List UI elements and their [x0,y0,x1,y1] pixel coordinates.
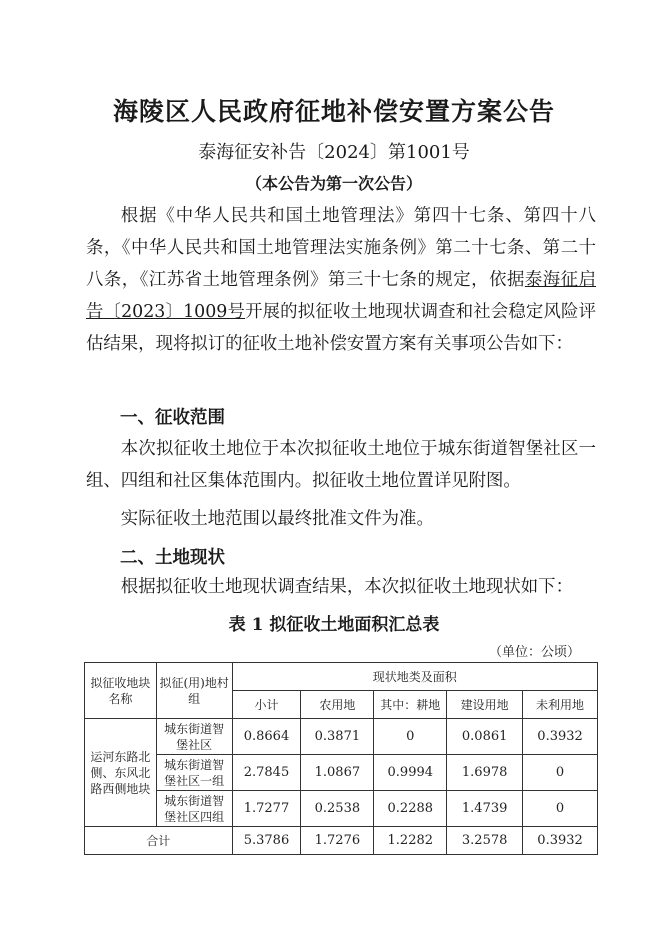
document-number: 泰海征安补告〔2024〕第1001号 [198,142,470,163]
value-cell: 0 [374,719,447,755]
village-cell: 城东街道智堡社区四组 [156,791,232,827]
section-2-paragraph-1: 根据拟征收土地现状调查结果，本次拟征收土地现状如下： [120,577,573,597]
value-cell: 0.8664 [232,719,301,755]
total-label: 合计 [85,827,233,855]
header-block-name: 拟征收地块名称 [85,663,157,719]
table-caption: 表 1 拟征收土地面积汇总表 [228,615,440,635]
value-cell: 1.6978 [447,755,523,791]
value-cell: 0.9994 [374,755,447,791]
value-cell: 1.7277 [232,791,301,827]
referenced-notice-link: 泰海征启告〔2023〕1009号 [86,270,596,322]
intro-text-2: 开展的拟征收土地现状调查和社会稳定风险评估结果，现将拟订的征收土地补偿安置方案有关事项公告如下： [86,302,596,354]
village-cell: 城东街道智堡社区 [156,719,232,755]
document-subtitle: （本公告为第一次公告） [245,174,422,193]
value-cell: 1.4739 [447,791,523,827]
subheader-cell: 农用地 [301,691,374,719]
table-header-row [85,663,598,691]
total-value-cell: 0.3932 [523,827,598,855]
total-value-cell: 3.2578 [447,827,523,855]
intro-paragraph [86,200,596,360]
land-area-table [84,662,598,855]
document-title: 海陵区人民政府征地补偿安置方案公告 [112,97,555,126]
value-cell: 2.7845 [232,755,301,791]
village-cell: 城东街道智堡社区一组 [156,755,232,791]
header-land-status: 现状地类及面积 [232,663,597,691]
value-cell: 0 [523,755,598,791]
value-cell: 0.3871 [301,719,374,755]
table-row [85,719,598,755]
value-cell: 0.2538 [301,791,374,827]
value-cell: 0.3932 [523,719,598,755]
section-1-heading: 一、征收范围 [120,408,225,428]
value-cell: 0 [523,791,598,827]
section-1-paragraph-1: 本次拟征收土地位于本次拟征收土地位于城东街道智堡社区一组、四组和社区集体范围内。拟征收土地位置详见附图。 [86,439,596,491]
table-row [85,791,598,827]
header-village: 拟征(用)地村组 [156,663,232,719]
value-cell: 1.0867 [301,755,374,791]
value-cell: 0.2288 [374,791,447,827]
subheader-cell: 建设用地 [447,691,523,719]
block-name-cell: 运河东路北侧、东风北路西侧地块 [85,719,157,827]
value-cell: 0.0861 [447,719,523,755]
intro-text-1: 根据《中华人民共和国土地管理法》第四十七条、第四十八条，《中华人民共和国土地管理法实施条例》第二十七条、第二十八条，《江苏省土地管理条例》第三十七条的规定，依据 [86,206,596,290]
subheader-cell: 小计 [232,691,301,719]
subheader-cell: 未利用地 [523,691,598,719]
table-row [85,755,598,791]
section-2-heading: 二、土地现状 [120,548,225,568]
subheader-cell: 其中：耕地 [374,691,447,719]
table-unit: （单位：公顷） [488,645,580,660]
total-value-cell: 1.2282 [374,827,447,855]
total-value-cell: 5.3786 [232,827,301,855]
section-1-paragraph-2: 实际征收土地范围以最终批准文件为准。 [120,509,434,529]
table-total-row [85,827,598,855]
total-value-cell: 1.7276 [301,827,374,855]
